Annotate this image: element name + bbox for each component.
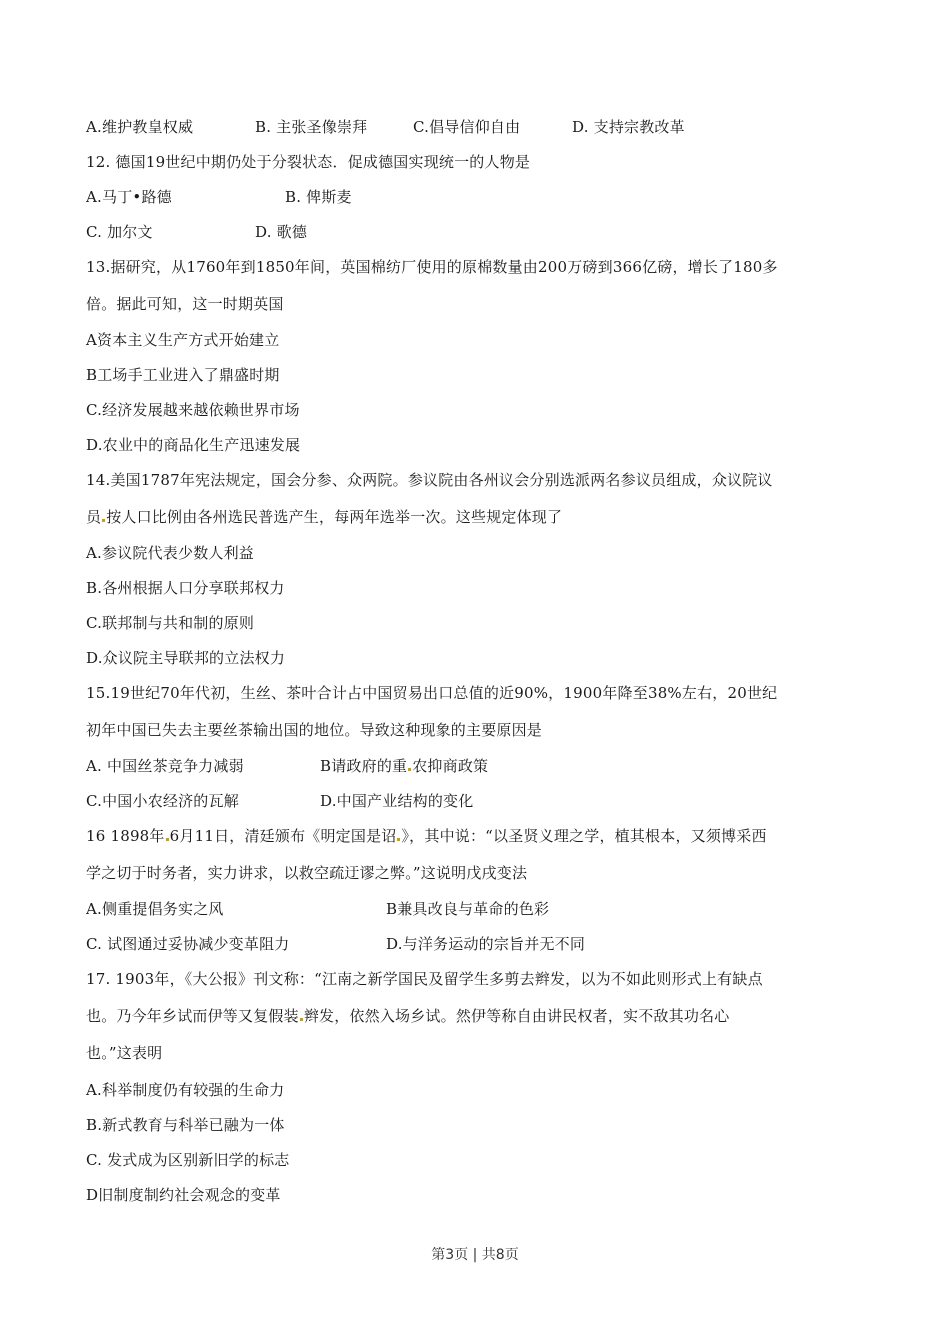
q17-stem-line3: 也。”这表明 xyxy=(86,1044,163,1062)
edit-mark xyxy=(102,519,105,522)
edit-mark xyxy=(166,838,169,841)
page-number-footer: 第3页 | 共8页 xyxy=(431,1247,519,1263)
q16-option-d: D.与洋务运动的宗旨并无不同 xyxy=(386,935,586,953)
q14-stem-line2 xyxy=(86,507,562,527)
q17-option-c: C. 发式成为区别新旧学的标志 xyxy=(86,1151,290,1169)
q13-option-a: A资本主义生产方式开始建立 xyxy=(86,331,280,349)
q15-stem-line2: 初年中国已失去主要丝茶输出国的地位。导致这种现象的主要原因是 xyxy=(86,721,543,739)
q17-stem-line2-part2: 辫发，依然入场乡试。然伊等称自由讲民权者，实不敌其功名心 xyxy=(303,1007,730,1025)
q11-option-d: D. 支持宗教改革 xyxy=(572,118,685,136)
q14-option-b: B.各州根据人口分享联邦权力 xyxy=(86,579,285,597)
q16-stem-line1 xyxy=(86,826,767,846)
q13-option-d: D.农业中的商品化生产迅速发展 xyxy=(86,436,301,454)
q11-option-c: C.倡导信仰自由 xyxy=(413,118,521,136)
q13-option-b: B工场手工业进入了鼎盛时期 xyxy=(86,366,280,384)
q15-option-b-part1: B请政府的重 xyxy=(320,757,408,775)
q15-option-c: C.中国小农经济的瓦解 xyxy=(86,792,239,810)
edit-mark xyxy=(408,768,411,771)
q12-option-d: D. 歌德 xyxy=(255,223,308,241)
q16-option-a: A.侧重提倡务实之风 xyxy=(86,900,224,918)
q14-stem-line2-part1: 员 xyxy=(86,508,102,526)
q17-option-a: A.科举制度仍有较强的生命力 xyxy=(86,1081,285,1099)
q16-stem-part2: 6月11日，清廷颁布《明定国是诏 xyxy=(169,827,397,845)
q15-option-d: D.中国产业结构的变化 xyxy=(320,792,474,810)
q14-option-d: D.众议院主导联邦的立法权力 xyxy=(86,649,286,667)
q17-option-d: D旧制度制约社会观念的变革 xyxy=(86,1186,281,1204)
q12-option-c: C. 加尔文 xyxy=(86,223,153,241)
q13-option-c: C.经济发展越来越依赖世界市场 xyxy=(86,401,300,419)
q13-stem-line1: 13.据研究，从1760年到1850年间，英国棉纺厂使用的原棉数量由200万磅到366亿磅，增长了180多 xyxy=(86,258,778,276)
edit-mark xyxy=(300,1018,303,1021)
q15-option-b xyxy=(320,756,488,776)
q17-stem-line2-part1: 也。乃今年乡试而伊等又复假装 xyxy=(86,1007,299,1025)
q15-option-b-part2: 农抑商政策 xyxy=(412,757,489,775)
q13-stem-line2: 倍。据此可知，这一时期英国 xyxy=(86,295,284,313)
q16-stem-part3: 》，其中说：“以圣贤义理之学，植其根本，又须博采西 xyxy=(401,827,767,845)
q16-option-b: B兼具改良与革命的色彩 xyxy=(386,900,550,918)
q15-option-a: A. 中国丝茶竞争力减弱 xyxy=(86,757,244,775)
q17-stem-line1: 17. 1903年，《大公报》刊文称：“江南之新学国民及留学生多剪去辫发，以为不如此则形式上有缺点 xyxy=(86,970,763,988)
q11-option-a: A.维护教皇权威 xyxy=(86,118,194,136)
q16-stem-part1: 16 1898年 xyxy=(86,827,165,845)
q17-option-b: B.新式教育与科举已融为一体 xyxy=(86,1116,285,1134)
q12-option-b: B. 俾斯麦 xyxy=(285,188,352,206)
q15-stem-line1: 15.19世纪70年代初，生丝、茶叶合计占中国贸易出口总值的近90%，1900年降至38%左右，20世纪 xyxy=(86,684,778,702)
q16-stem-line2: 学之切于时务者，实力讲求，以救空疏迂谬之弊。”这说明戊戌变法 xyxy=(86,864,528,882)
q14-option-c: C.联邦制与共和制的原则 xyxy=(86,614,255,632)
q14-stem-line1: 14.美国1787年宪法规定，国会分参、众两院。参议院由各州议会分别选派两名参议员组成，众议院议 xyxy=(86,471,773,489)
q12-option-a: A.马丁•路德 xyxy=(86,188,172,206)
q16-option-c: C. 试图通过妥协减少变革阻力 xyxy=(86,935,290,953)
q11-option-b: B. 主张圣像崇拜 xyxy=(255,118,368,136)
q12-stem: 12. 德国19世纪中期仍处于分裂状态．促成德国实现统一的人物是 xyxy=(86,153,531,171)
q14-option-a: A.参议院代表少数人利益 xyxy=(86,544,255,562)
q14-stem-line2-part2: 按人口比例由各州选民普选产生，每两年选举一次。这些规定体现了 xyxy=(106,508,563,526)
q17-stem-line2 xyxy=(86,1006,729,1026)
